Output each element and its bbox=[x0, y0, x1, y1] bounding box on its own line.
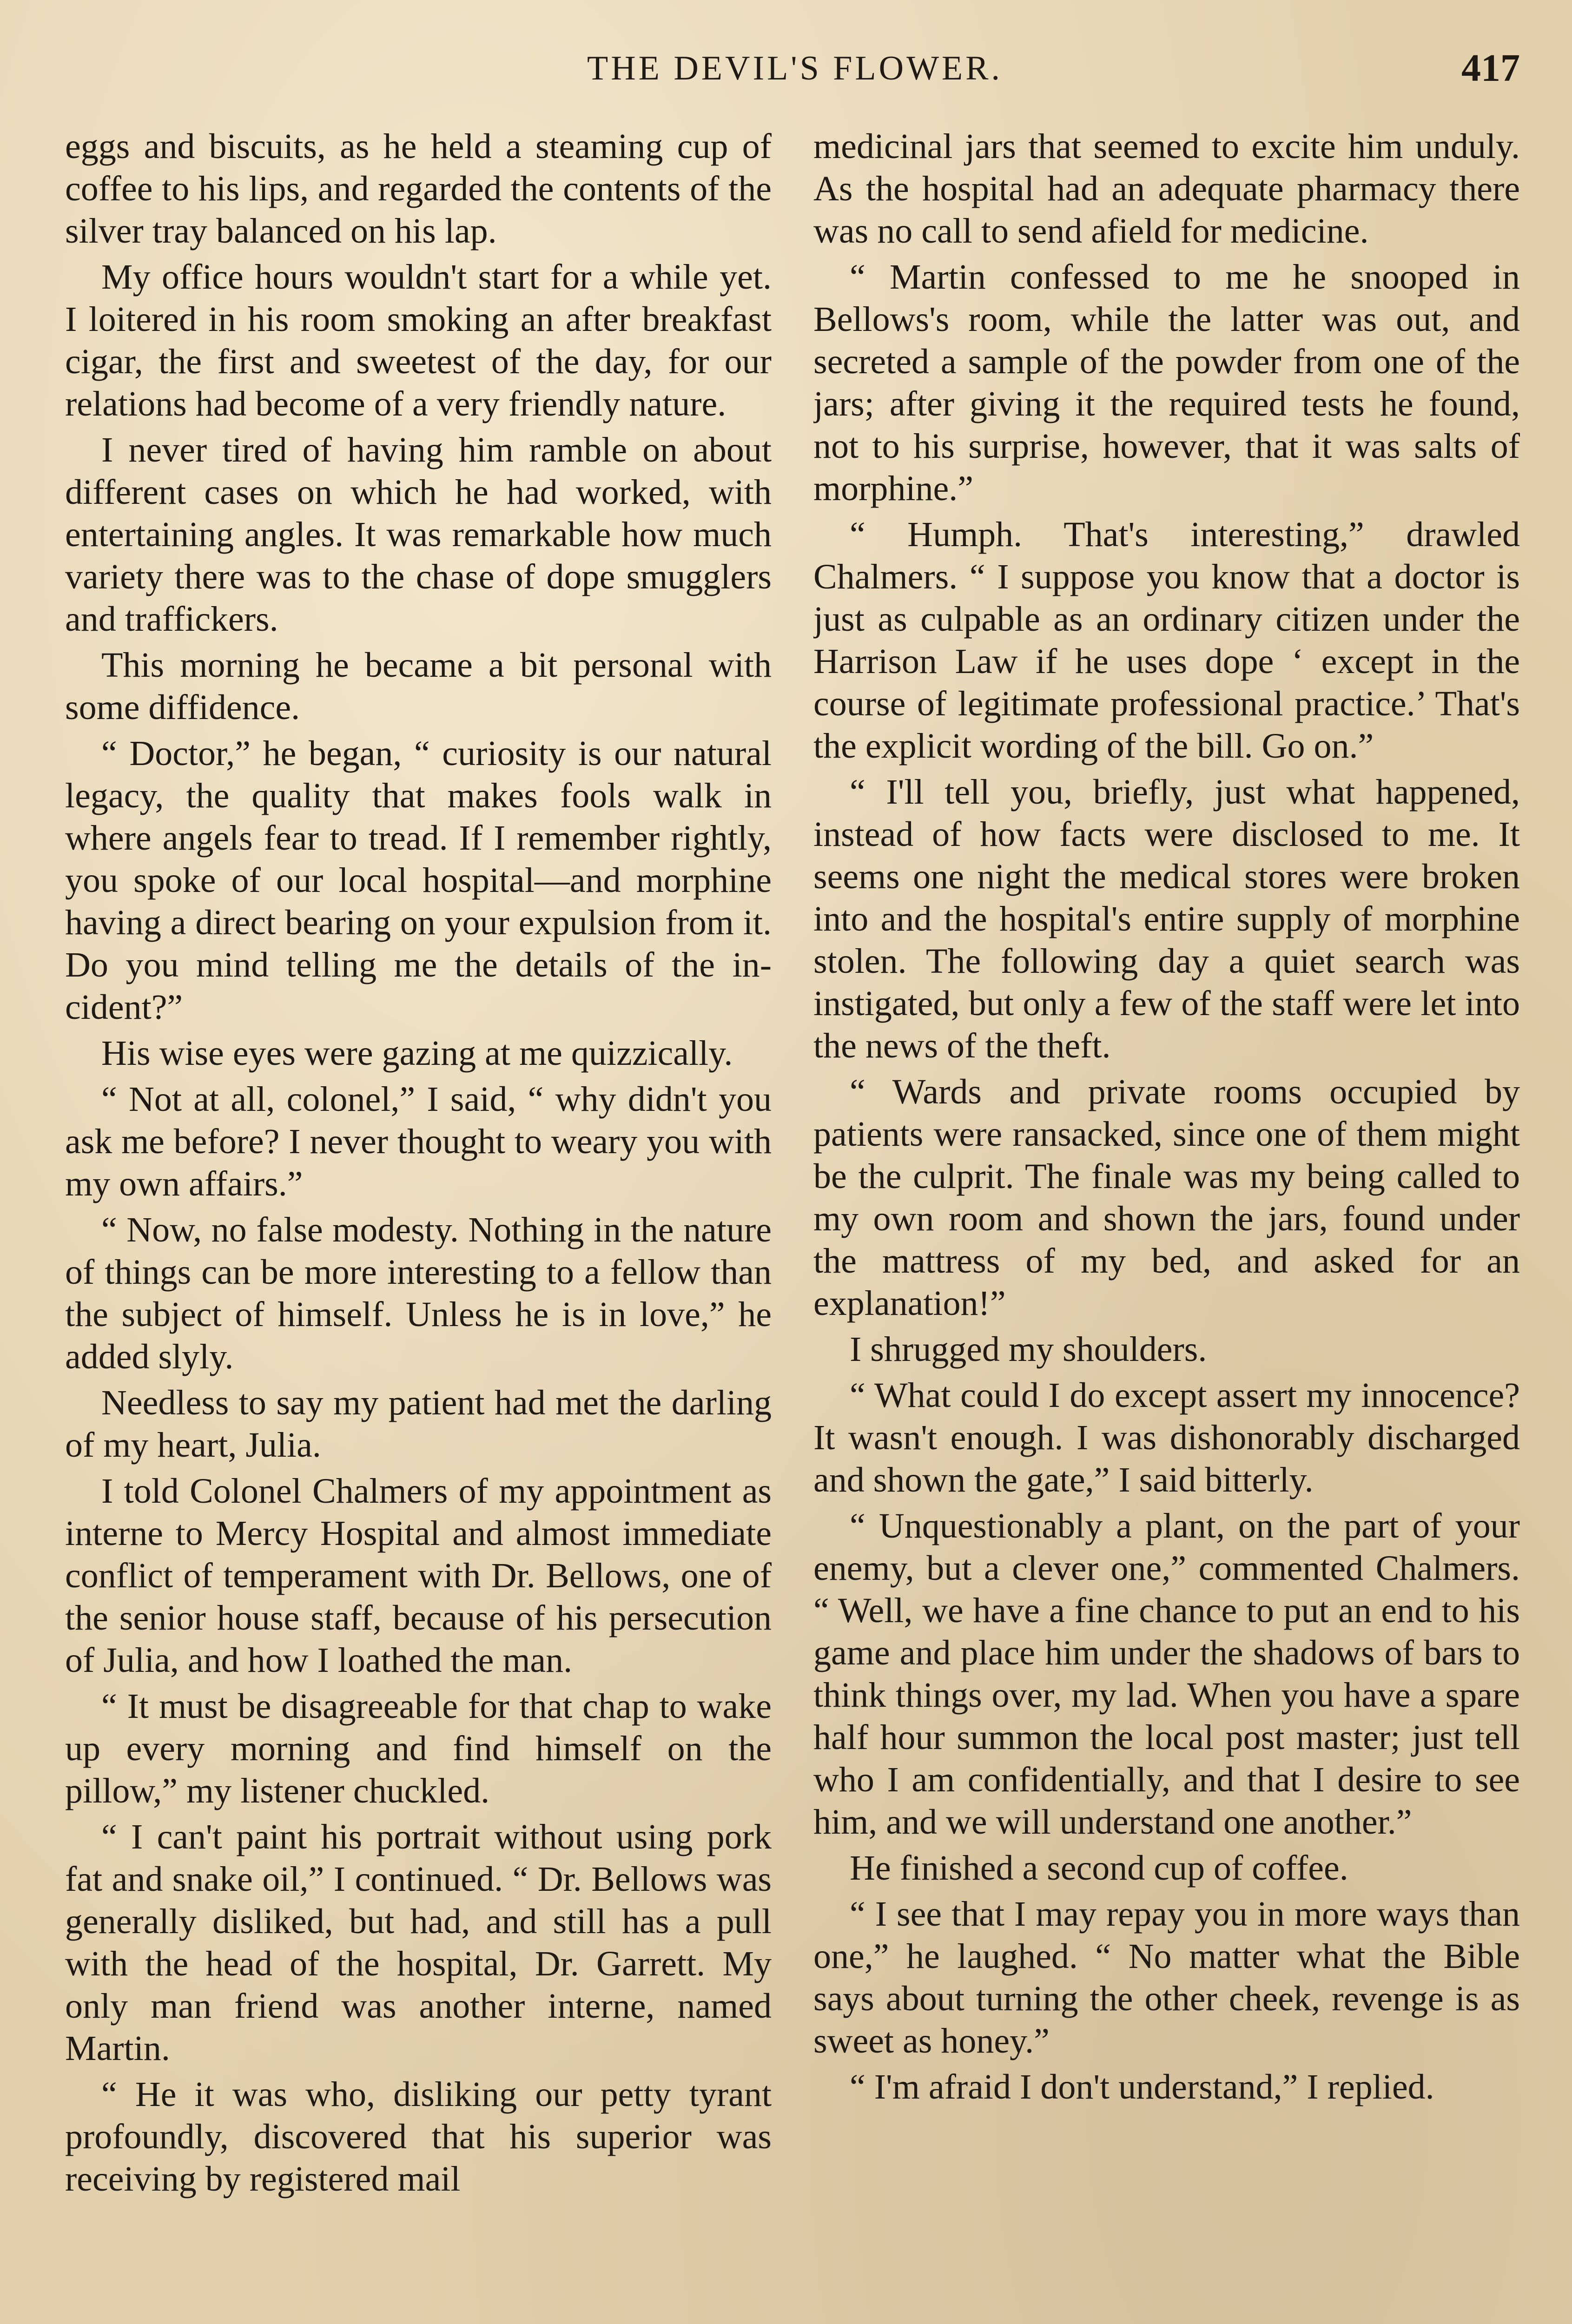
paragraph: “ I can't paint his portrait without using pork fat and snake oil,” I continued. “ Dr. Bellows was generally disliked, but had, and still has a pull with the head of the hospital, Dr. Garrett. My only man friend was another interne, named Martin. bbox=[65, 1817, 772, 2068]
running-title: THE DEVIL'S FLOWER. bbox=[587, 49, 1003, 87]
paragraph: medicinal jars that seemed to excite him unduly. As the hospital had an adequate pharmacy there was no call to send afield for medicine. bbox=[813, 127, 1520, 251]
paragraph: “ Unquestionably a plant, on the part of your enemy, but a clever one,” commented Chalmers. “ Well, we have a fine chance to put an end to his game and place him under the shadows of bars to think things over, my lad. When you have a spare half hour summon the local post master; just tell who I am confidentially, and that I desire to see him, and we will understand one another.” bbox=[813, 1506, 1520, 1842]
paragraph: I never tired of having him ramble on about different cases on which he had worked, with entertaining angles. It was remarkable how much variety there was to the chase of dope smugglers and traffickers. bbox=[65, 430, 772, 639]
left-column bbox=[65, 125, 772, 2324]
paragraph: This morning he became a bit personal with some diffidence. bbox=[65, 646, 772, 727]
running-head bbox=[70, 43, 1520, 94]
paragraph: “ Not at all, colonel,” I said, “ why didn't you ask me before? I never thought to weary you with my own affairs.” bbox=[65, 1080, 772, 1203]
paragraph: Needless to say my patient had met the darling of my heart, Julia. bbox=[65, 1383, 772, 1465]
paragraph: “ It must be disagreeable for that chap to wake up every morning and find himself on the pillow,” my listener chuckled. bbox=[65, 1687, 772, 1810]
paragraph: “ I'm afraid I don't understand,” I replied. bbox=[850, 2067, 1434, 2106]
paragraph: “ Doctor,” he began, “ curiosity is our natural legacy, the quality that makes fools walk in where angels fear to tread. If I remember rightly, you spoke of our local hospital—and morphine having a direct bearing on your expulsion from it. Do you mind telling me the details of the incident?” bbox=[65, 734, 772, 1027]
paragraph: eggs and biscuits, as he held a steaming cup of coffee to his lips, and regarded the contents of the silver tray balanced on his lap. bbox=[65, 127, 772, 251]
text-columns bbox=[65, 125, 1520, 2324]
right-column bbox=[813, 125, 1520, 2324]
paragraph: “ I see that I may repay you in more ways than one,” he laughed. “ No matter what the Bible says about turning the other cheek, revenge is as sweet as honey.” bbox=[813, 1895, 1520, 2060]
paragraph: “ He it was who, disliking our petty tyrant profoundly, discovered that his superior was receiving by registered mail bbox=[65, 2075, 772, 2199]
paragraph: “ Now, no false modesty. Nothing in the nature of things can be more interesting to a fellow than the subject of himself. Unless he is in love,” he added slyly. bbox=[65, 1210, 772, 1376]
paragraph: “ Humph. That's interesting,” drawled Chalmers. “ I suppose you know that a doctor is just as culpable as an ordinary citizen under the Harrison Law if he uses dope ‘ except in the course of legitimate professional practice.’ That's the explicit wording of the bill. Go on.” bbox=[813, 515, 1520, 766]
paragraph: He finished a second cup of coffee. bbox=[850, 1849, 1348, 1888]
paragraph: “ I'll tell you, briefly, just what happened, instead of how facts were disclosed to me. It seems one night the medical stores were broken into and the hospital's entire supply of morphine stolen. The following day a quiet search was instigated, but only a few of the staff were let into the news of the theft. bbox=[813, 772, 1520, 1065]
paragraph: His wise eyes were gazing at me quizzically. bbox=[101, 1034, 733, 1073]
paragraph: “ What could I do except assert my innocence? It wasn't enough. I was dishonorably discharged and shown the gate,” I said bitterly. bbox=[813, 1376, 1520, 1499]
paragraph: My office hours wouldn't start for a while yet. I loitered in his room smoking an after breakfast cigar, the first and sweetest of the day, for our relations had become of a very friendly nature. bbox=[65, 257, 772, 423]
paragraph: I told Colonel Chalmers of my appointment as interne to Mercy Hospital and almost immediate conflict of temperament with Dr. Bellows, one of the senior house staff, because of his persecution of Julia, and how I loathed the man. bbox=[65, 1472, 772, 1680]
page-number: 417 bbox=[1461, 46, 1520, 90]
paragraph: “ Wards and private rooms occupied by patients were ransacked, since one of them might be the culprit. The finale was my being called to my own room and shown the jars, found under the mattress of my bed, and asked for an explanation!” bbox=[813, 1072, 1520, 1323]
paragraph: “ Martin confessed to me he snooped in Bellows's room, while the latter was out, and secreted a sample of the powder from one of the jars; after giving it the required tests he found, not to his surprise, however, that it was salts of morphine.” bbox=[813, 257, 1520, 508]
paragraph: I shrugged my shoulders. bbox=[850, 1330, 1207, 1369]
